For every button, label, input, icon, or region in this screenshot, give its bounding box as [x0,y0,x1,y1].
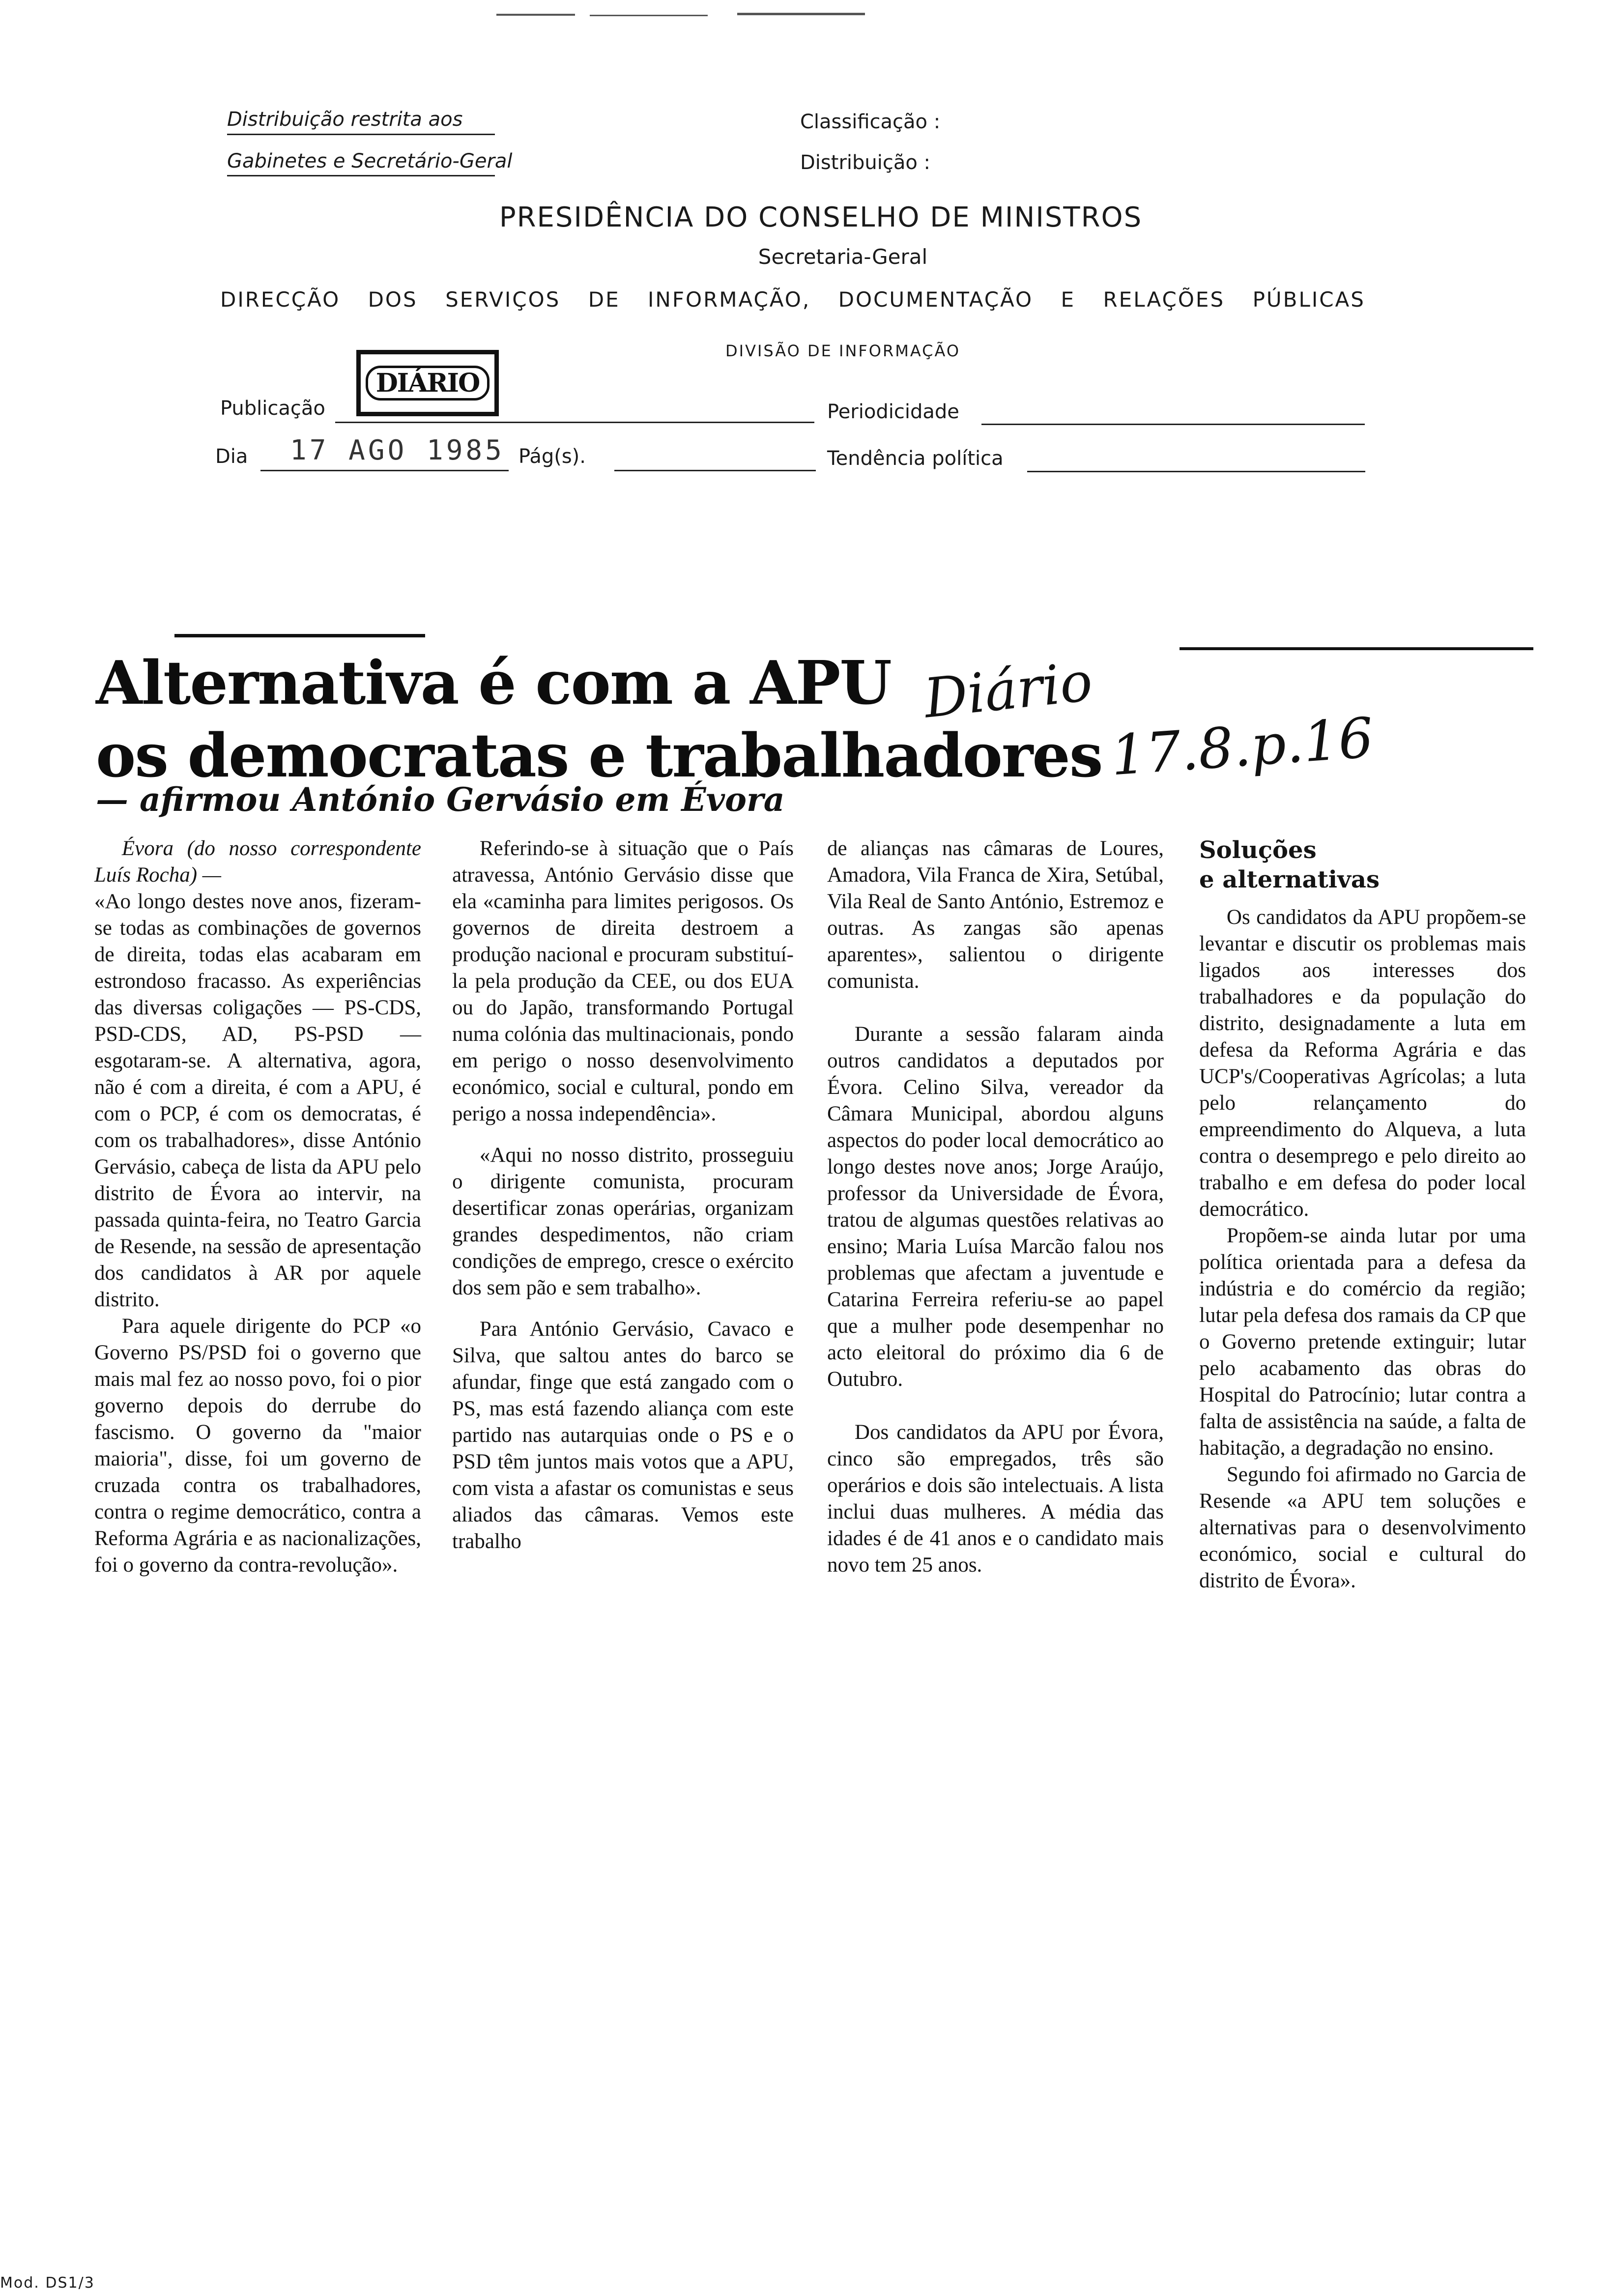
divisao-label: DIVISÃO DE INFORMAÇÃO [725,342,961,360]
tendencia-field-line [1027,471,1365,472]
article-paragraph: Dos candidatos da APU por Évora, cinco são empregados, três são operários e dois são intelectuais. A lista inclui duas mulheres. A média das idades é de 41 anos e o candidato mais novo tem 25 anos. [827,1421,1164,1577]
direccao-word: SERVIÇOS [445,287,561,312]
section-heading-line1: Soluções [1199,836,1317,864]
direccao-word: RELAÇÕES [1103,287,1225,312]
article-paragraph: Para António Gervásio, Cavaco e Silva, que saltou antes do barco se afundar, finge que está zangado com o PS, mas está fazendo aliança com este partido nas autarquias onde o PS e o PSD têm juntos mais votos que a APU, com vista a afastar os comunistas e seus aliados das câmaras. Vemos este trabalho [452,1318,794,1553]
article-paragraph: Os candidatos da APU propõem-se levantar e discutir os problemas mais ligados aos interesses dos trabalhadores e da população do distrito, designadamente a luta em defesa da Reforma Agrária e das UCP's/Cooperativas Agrícolas; a luta pelo relançamento do empreendimento do Alqueva, a luta contra o desemprego e pelo direito ao trabalho e em defesa do poder local democrático. [1199,906,1526,1221]
article-paragraph: Para aquele dirigente do PCP «o Governo PS/PSD foi o governo que mais mal fez ao nosso povo, foi o pior governo depois do derrube do fascismo. O governo da "maior maioria", disse, foi um governo de cruzada contra os trabalhadores, contra o regime democrático, contra a Reforma Agrária e as nacionalizações, foi o governo da contra-revolução». [94,1315,421,1577]
underline [227,175,495,176]
headline-line1: Alternativa é com a APU [96,647,891,718]
tendencia-label: Tendência política [827,447,1004,470]
article-column-4 [1199,835,1526,1594]
secretariat-subtitle: Secretaria-Geral [758,245,928,269]
direccao-word: PÚBLICAS [1252,287,1365,312]
handwritten-note: Diário [921,650,1095,730]
publication-stamp-text: DIÁRIO [366,366,490,401]
article-column-1 [94,835,421,1578]
pags-field-line [614,470,816,471]
byline: Évora (do nosso correspondente Luís Rocha) — [94,837,421,887]
clipping-top-rule-right [1180,647,1533,650]
distribution-note-line2: Gabinetes e Secretário-Geral [227,150,513,172]
form-code: Mod. DS1/3 [0,2274,95,2292]
article-column-3 [827,835,1164,1578]
article-paragraph: Durante a sessão falaram ainda outros candidatos a deputados por Évora. Celino Silva, vereador da Câmara Municipal, abordou alguns aspectos do poder local democrático ao longo destes nove anos; Jorge Araújo, professor da Universidade de Évora, tratou de algumas questões relativas ao ensino; Maria Luísa Marcão falou nos problemas que afectam a juventude e Catarina Ferreira referiu-se ao papel que a mulher pode desempenhar no acto eleitoral do próximo dia 6 de Outubro. [827,1023,1164,1391]
periodicidade-label: Periodicidade [827,401,959,423]
article-paragraph: Propõem-se ainda lutar por uma política orientada para a defesa da indústria e do comércio da região; lutar pela defesa dos ramais da CP que o Governo pretende extinguir; lutar pelo acabamento das obras do Hospital do Patrocínio; lutar contra a falta de assistência na saúde, a falta de habitação, a degradação no ensino. [1199,1224,1526,1460]
distribution-note-line1: Distribuição restrita aos [227,108,463,131]
headline-line2: os democratas e trabalhadores [96,720,1102,791]
section-heading-line2: e alternativas [1199,866,1380,893]
article-column-2 [452,835,794,1555]
publicacao-label: Publicação [220,397,325,420]
distribuicao-label: Distribuição : [800,151,931,174]
classificacao-label: Classificação : [800,111,941,133]
article-paragraph: Segundo foi afirmado no Garcia de Resende «a APU tem soluções e alternativas para o desenvolvimento económico, social e cultural do distrito de Évora». [1199,1463,1526,1592]
underline [227,134,495,135]
direccao-word: DOCUMENTAÇÃO [838,287,1034,312]
scan-speck [737,13,865,15]
article-paragraph: «Ao longo destes nove anos, fizeram-se todas as combinações de governos de direita, todas elas acabaram em estrondoso fracasso. As experiências das diversas coligações — PS-CDS, PSD-CDS, AD, PS-PSD — esgotaram-se. A alternativa, agora, não é com a direita, é com a APU, é com o PCP, é com os democratas, é com os trabalhadores», disse António Gervásio, cabeça de lista da APU pelo distrito de Évora ao intervir, na passada quinta-feira, no Teatro Garcia de Resende, na sessão de apresentação dos candidatos à AR por aquele distrito. [94,890,421,1311]
publicacao-field-line [335,422,814,423]
article-subheadline: — afirmou António Gervásio em Évora [96,780,785,819]
pags-label: Pág(s). [518,445,586,468]
dia-field-line [260,470,509,471]
direccao-word: DE [588,287,620,312]
dia-label: Dia [215,445,248,468]
direccao-word: E [1061,287,1076,312]
publication-stamp [356,350,499,416]
clipping-top-rule [174,634,425,637]
ministry-title: PRESIDÊNCIA DO CONSELHO DE MINISTROS [499,201,1143,233]
direccao-word: DOS [368,287,418,312]
section-heading [1199,835,1526,894]
date-stamp: 17 AGO 1985 [290,434,505,466]
scan-speck [496,14,575,16]
periodicidade-field-line [981,424,1365,425]
scan-speck [590,15,708,16]
direccao-word: INFORMAÇÃO, [648,287,811,312]
handwritten-date: 17.8.p.16 [1109,706,1376,788]
article-paragraph: de alianças nas câmaras de Loures, Amadora, Vila Franca de Xira, Setúbal, Vila Real de Santo António, Estremoz e outras. As zangas são apenas aparentes», salientou o dirigente comunista. [827,837,1164,993]
direccao-line [220,287,1365,312]
article-paragraph: «Aqui no nosso distrito, prosseguiu o dirigente comunista, procuram desertificar zonas operárias, organizam grandes despedimentos, não criam condições de emprego, cresce o exército dos sem pão e sem trabalho». [452,1144,794,1299]
article-paragraph: Referindo-se à situação que o País atravessa, António Gervásio disse que ela «caminha para limites perigosos. Os governos de direita destroem a produção nacional e procuram substituí-la pela produção da CEE, ou dos EUA ou do Japão, transformando Portugal numa colónia das multinacionais, pondo em perigo o nosso desenvolvimento económico, social e cultural, pondo em perigo a nossa independência». [452,837,794,1125]
direccao-word: DIRECÇÃO [220,287,341,312]
